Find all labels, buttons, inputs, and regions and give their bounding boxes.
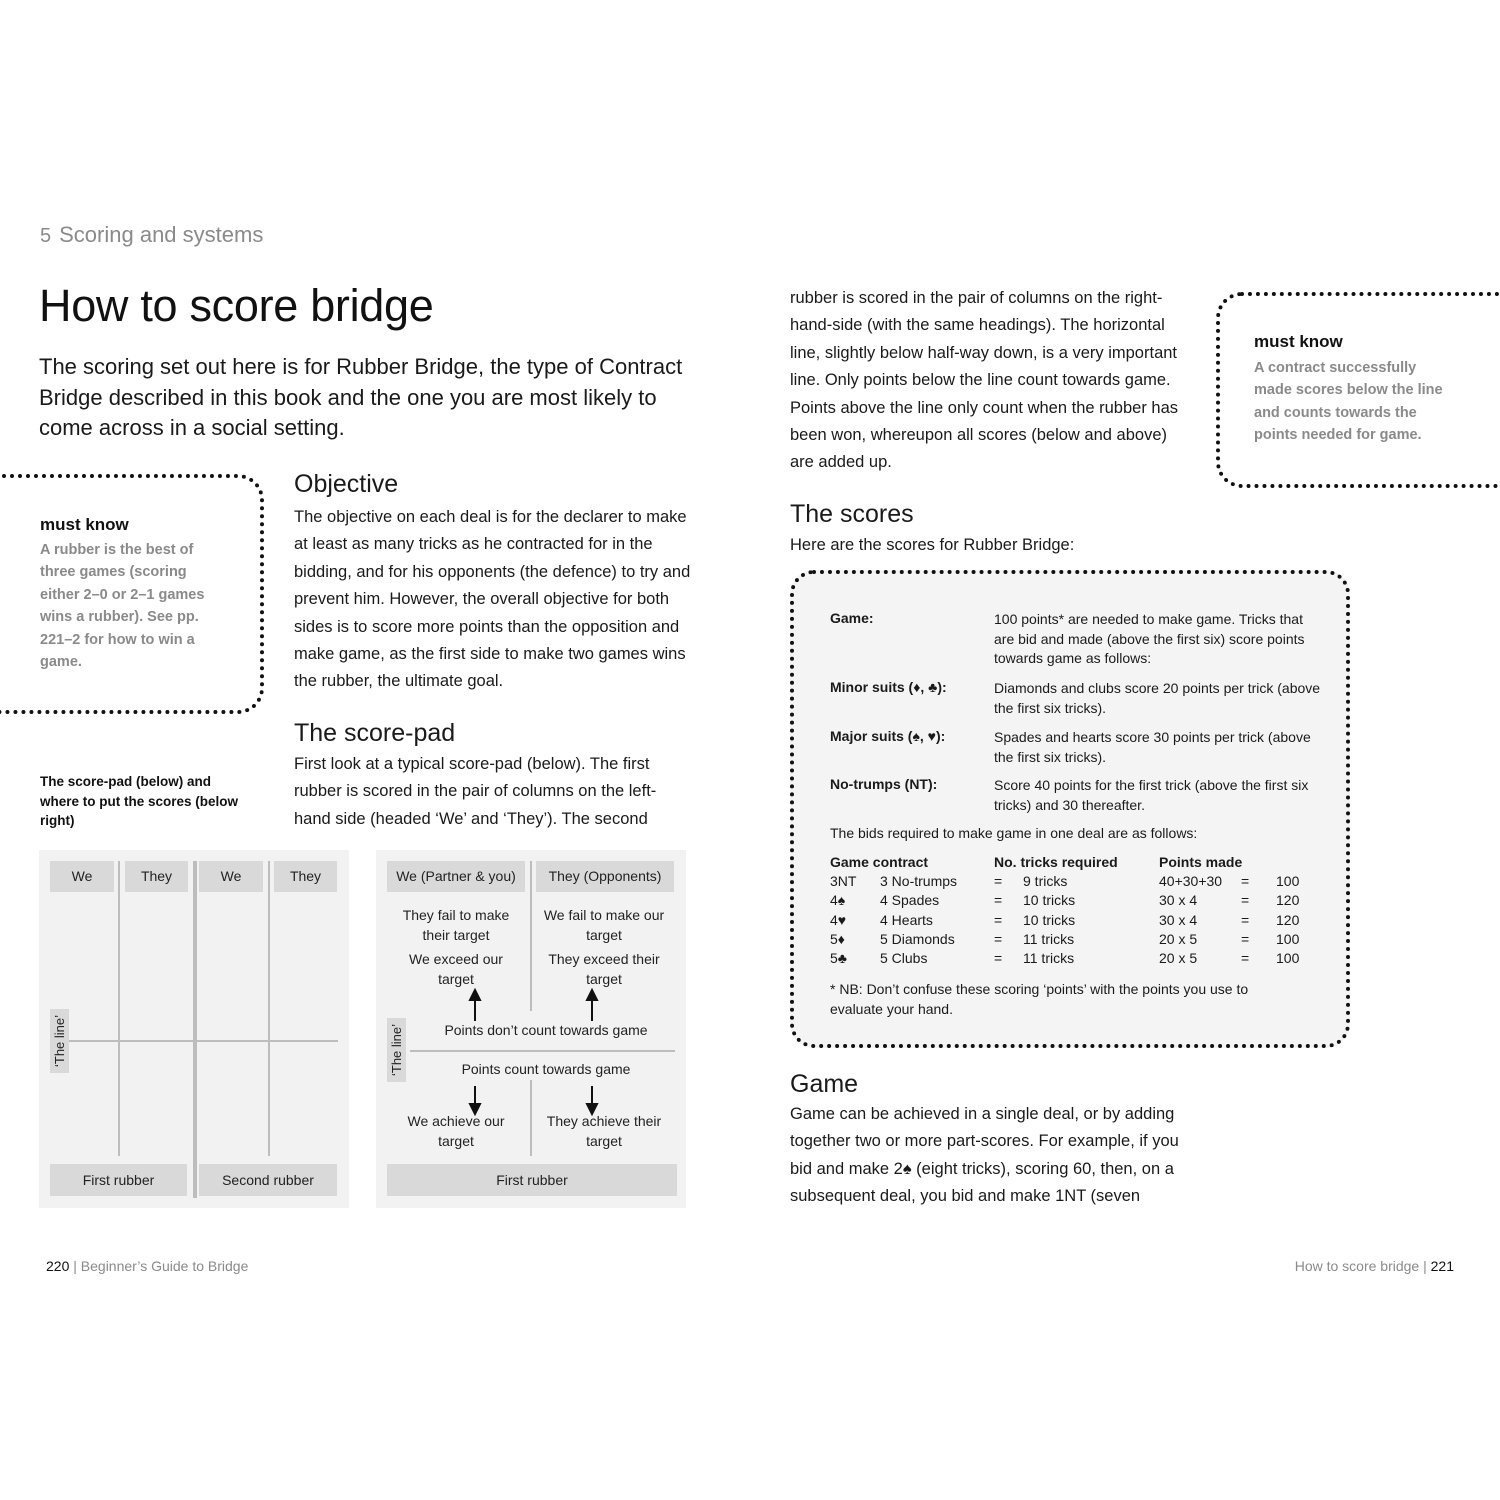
score-row-desc: 100 points* are needed to make game. Tricks that are bid and made (above the first six) score points towards game as follows: [994,611,1305,666]
score-row-label: Minor suits (♦, ♣): [830,679,947,695]
pad2-above-line-text: Points don’t count towards game [416,1021,676,1041]
score-row-desc: Diamonds and clubs score 20 points per trick (above the first six tricks). [994,680,1321,716]
chapter-heading [40,222,263,248]
contract-cell-tricks: 10 tricks [1023,892,1076,909]
col-header-contract: Game contract [830,854,929,870]
contract-cell-eq2: = [1241,892,1250,909]
scores-heading: The scores [790,500,914,528]
pad1-footer-second-rubber: Second rubber [199,1164,337,1196]
contract-cell-code: 3NT [830,873,857,889]
chapter-number: 5 [40,225,52,247]
game-heading: Game [790,1070,859,1098]
contract-cell-name: 5 Clubs [880,950,928,967]
contract-cell-total: 120 [1276,892,1300,909]
chapter-title: Scoring and systems [59,222,264,247]
page-number-right: 221 [1430,1258,1454,1274]
must-know-title-left: must know [40,515,129,534]
scoring-placement-diagram [376,850,686,1208]
contract-cell-eq: = [994,873,1003,889]
book-title: Beginner’s Guide to Bridge [80,1258,249,1274]
contract-cell-eq: = [994,930,1003,947]
objective-heading: Objective [294,470,399,498]
contract-cell-calc: 20 x 5 [1159,950,1198,967]
contract-cell-name: 4 Spades [880,892,940,909]
bids-intro: The bids required to make game in one deal are as follows: [830,825,1198,841]
contract-cell-code: 5♣ [830,950,847,967]
scorepad-heading: The score-pad [294,719,456,747]
contract-cell-tricks: 9 tricks [1023,873,1068,889]
pad1-header-we-1: We [50,861,114,892]
footer-right: How to score bridge | 221 [1294,1258,1454,1274]
pad1-the-line [50,1040,338,1042]
pad1-footer-first-rubber: First rubber [50,1164,187,1196]
intro-paragraph: The scoring set out here is for Rubber Bridge, the type of Contract Bridge described in this book and the one you are most likely to come across in a social setting. [39,354,683,440]
pad1-center-divider [193,861,197,1198]
contract-cell-calc: 30 x 4 [1159,911,1198,928]
contract-cell-eq2: = [1241,873,1250,889]
contract-cell-eq: = [994,950,1003,967]
contract-cell-code: 4♠ [830,892,846,909]
pad2-below-line-text: Points count towards game [416,1060,676,1080]
pad1-column-divider [268,861,270,1156]
pad1-column-divider [118,861,120,1156]
contract-cell-eq2: = [1241,911,1250,928]
contract-cell-name: 5 Diamonds [880,930,955,947]
page-title: How to score bridge [39,280,434,331]
score-row-label: Game: [830,610,874,626]
pad1-line-label: ‘The line’ [50,1009,69,1073]
contract-cell-code: 4♥ [830,911,847,928]
section-title: How to score bridge [1294,1258,1420,1274]
col-header-points: Points made [1159,854,1243,870]
footer-left: 220 | Beginner’s Guide to Bridge [46,1258,249,1274]
contract-cell-eq: = [994,892,1003,909]
page-number-left: 220 [46,1258,70,1274]
pad1-header-we-2: We [199,861,263,892]
score-row-label: No-trumps (NT): [830,776,938,792]
scorepad-text: First look at a typical score-pad (below). The first rubber is scored in the pair of columns on the left-hand side (headed ‘We’ and ‘They’). The second [294,755,657,828]
pad1-header-they-1: They [125,861,188,892]
contract-cell-eq2: = [1241,930,1250,947]
contract-cell-total: 100 [1276,930,1300,947]
must-know-text-right: A contract successfully made scores below the line and counts towards the points needed for game. [1254,360,1443,444]
contract-cell-total: 120 [1276,911,1300,928]
contract-cell-calc: 30 x 4 [1159,892,1198,909]
pad2-header-we: We (Partner & you) [387,861,525,892]
pad2-header-they: They (Opponents) [536,861,674,892]
score-row-desc: Spades and hearts score 30 points per trick (above the first six tricks). [994,729,1311,765]
contract-cell-code: 5♦ [830,930,845,947]
contract-cell-name: 4 Hearts [880,911,933,928]
must-know-title-right: must know [1254,332,1343,351]
pad2-we-fail: We fail to make our target [543,907,665,943]
contract-cell-total: 100 [1276,950,1300,967]
objective-text: The objective on each deal is for the declarer to make at least as many tricks as he contracted for in the bidding, and for his opponents (the defence) to try and prevent him. However, the overall objective for both sides is to score more points than the opposition and make game, as the first side to make two games wins the rubber, the ultimate goal. [294,508,691,691]
score-row-desc: Score 40 points for the first trick (above the first six tricks) and 30 thereafter. [994,777,1309,813]
pad2-we-achieve: We achieve our target [407,1113,505,1149]
scorepad-diagram [39,850,349,1208]
pad2-line-label: ‘The line’ [387,1018,406,1082]
contract-cell-tricks: 11 tricks [1023,950,1075,967]
pad2-they-achieve: They achieve their target [546,1113,662,1149]
contract-cell-name: 3 No-trumps [880,873,958,889]
col-header-tricks: No. tricks required [994,854,1118,870]
scores-intro: Here are the scores for Rubber Bridge: [790,536,1075,554]
table-footnote: * NB: Don’t confuse these scoring ‘points’ with the points you use to evaluate your hand. [830,981,1249,1017]
contract-cell-tricks: 10 tricks [1023,911,1076,928]
pad2-we-exceed: We exceed our target [409,951,503,987]
pad2-they-fail: They fail to make their target [402,907,510,943]
pad1-header-they-2: They [274,861,337,892]
contract-cell-tricks: 11 tricks [1023,930,1075,947]
contract-cell-calc: 20 x 5 [1159,930,1198,947]
score-row-label: Major suits (♠, ♥): [830,728,946,744]
contract-cell-calc: 40+30+30 [1159,873,1223,889]
pad2-footer-first-rubber: First rubber [387,1164,677,1196]
game-text: Game can be achieved in a single deal, or by adding together two or more part-scores. For example, if you bid and make 2♠ (eight tricks), scoring 60, then, on a subsequent deal, you bid and make 1NT (seven [790,1105,1179,1206]
pad2-they-exceed: They exceed their target [548,951,660,987]
contract-cell-total: 100 [1276,873,1300,889]
contract-cell-eq: = [994,911,1003,928]
must-know-text-left: A rubber is the best of three games (scoring either 2–0 or 2–1 games wins a rubber). See pp. 221–2 for how to win a game. [40,542,205,671]
pad2-the-line [410,1050,675,1052]
figure-caption: The score-pad (below) and where to put the scores (below right) [40,774,239,828]
contract-cell-eq2: = [1241,950,1250,967]
score-table-box [790,570,1350,1048]
continued-paragraph: rubber is scored in the pair of columns on the right-hand-side (with the same headings). The horizontal line, slightly below half-way down, is a very important line. Only points below the line count towards game. Points above the line only count when the rubber has been won, whereupon all scores (below and above) are added up. [790,289,1179,472]
